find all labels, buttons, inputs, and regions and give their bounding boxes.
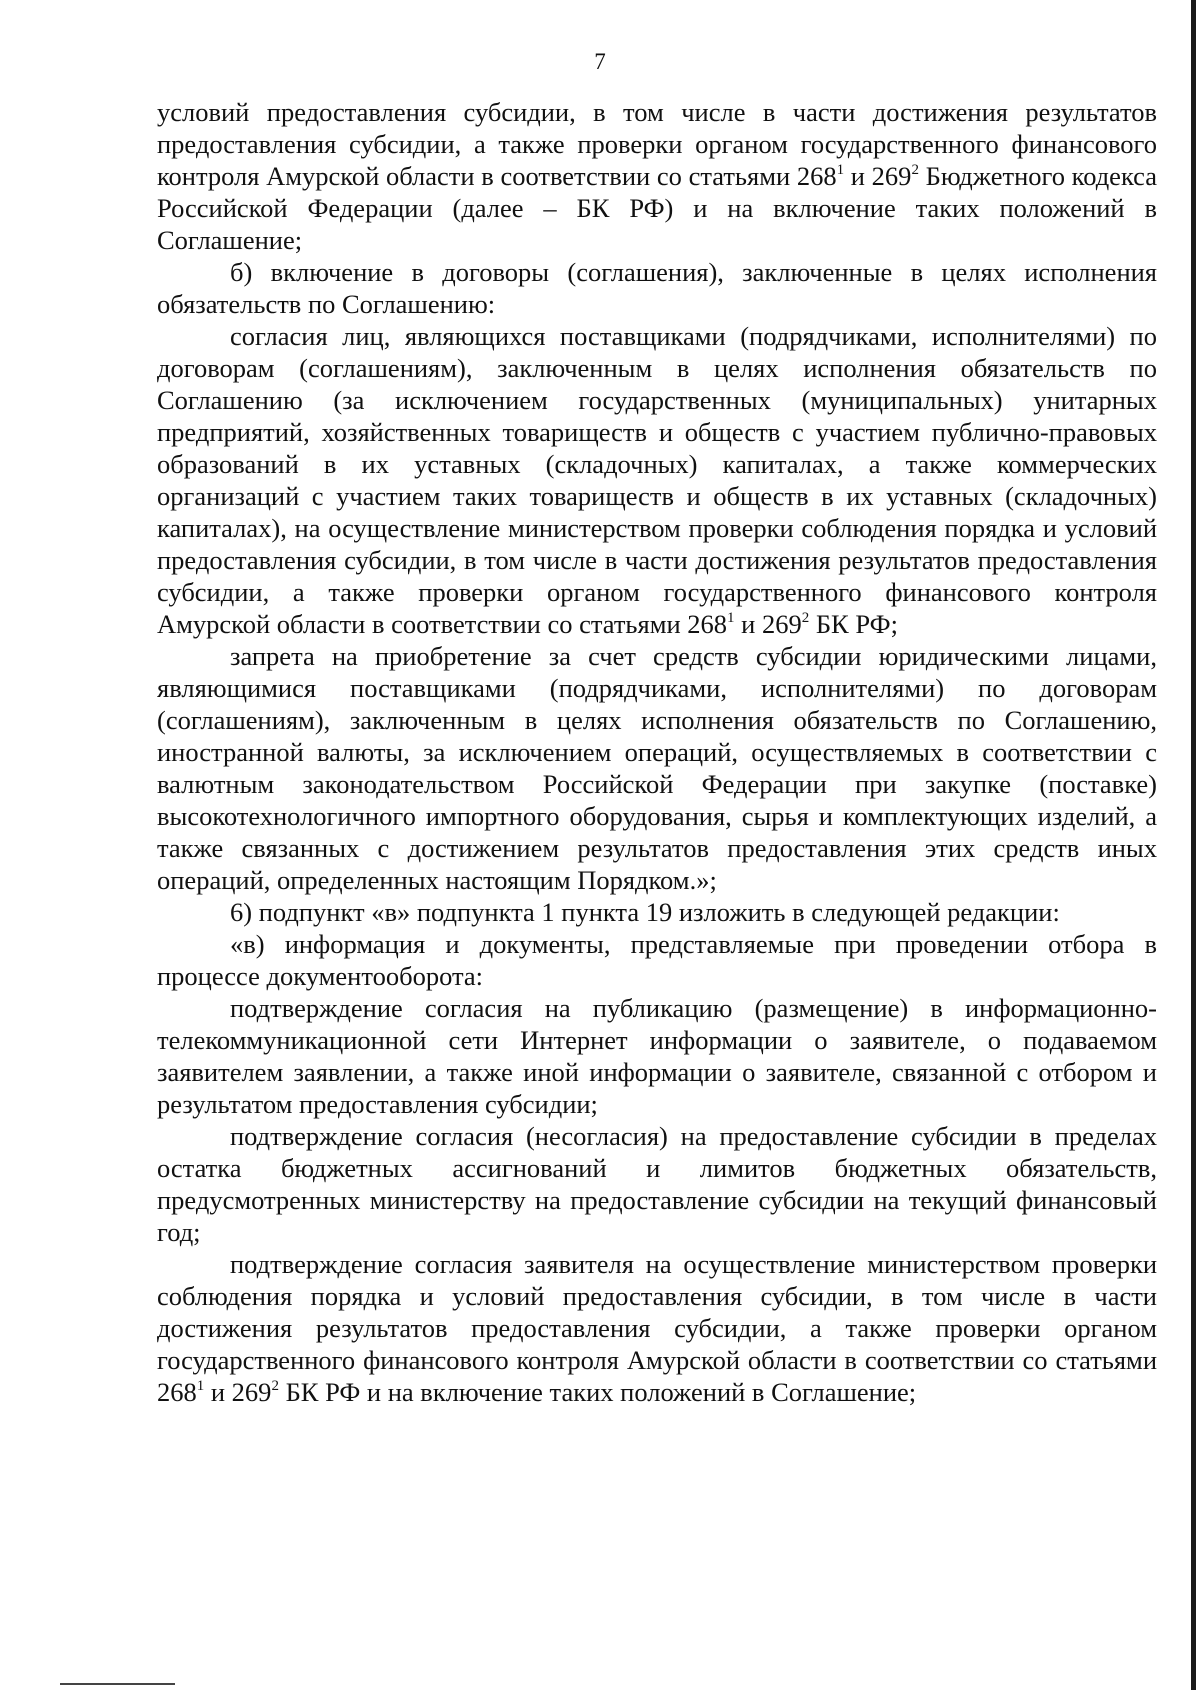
text-run: условий предоставления субсидии, в том числе в части достижения результатов предоставления субсидии, а также проверки органом государственного финансового контроля Амурской области в соответствии со статьями 268 bbox=[157, 97, 1157, 191]
paragraph bbox=[157, 320, 1157, 640]
paragraph bbox=[157, 928, 1157, 992]
text-run: Бюджетного кодекса Российской Федерации (далее – БК РФ) и на включение таких положений в Соглашение; bbox=[157, 161, 1158, 255]
paragraph bbox=[157, 992, 1157, 1120]
text-run: 6) подпункт «в» подпункта 1 пункта 19 изложить в следующей редакции: bbox=[230, 897, 1060, 927]
document-body bbox=[157, 96, 1157, 1408]
paragraph bbox=[157, 896, 1157, 928]
superscript: 2 bbox=[271, 1378, 279, 1394]
paragraph bbox=[157, 256, 1157, 320]
superscript: 2 bbox=[911, 162, 919, 178]
paragraph bbox=[157, 1120, 1157, 1248]
text-run: запрета на приобретение за счет средств субсидии юридическими лицами, являющимися поставщиками (подрядчиками, исполнителями) по договорам (соглашениям), заключенным в целях исполнения обязательств по Соглашению, иностранной валюты, за исключением операций, осуществляемых в соответствии с валютным законодательством Российской Федерации при закупке (поставке) высокотехнологичного импортного оборудования, сырья и комплектующих изделий, а также связанных с достижением результатов предоставления этих средств иных операций, определенных настоящим Порядком.»; bbox=[157, 641, 1157, 895]
scan-edge-bottom bbox=[60, 1683, 175, 1685]
superscript: 1 bbox=[727, 610, 735, 626]
paragraph bbox=[157, 96, 1157, 256]
text-run: и 269 bbox=[734, 609, 802, 639]
text-run: подтверждение согласия на публикацию (размещение) в информационно-телекоммуникационной сети Интернет информации о заявителе, о подаваемом заявителем заявлении, а также иной информации о заявителе, связанной с отбором и результатом предоставления субсидии; bbox=[157, 993, 1157, 1119]
text-run: БК РФ; bbox=[809, 609, 898, 639]
text-run: БК РФ и на включение таких положений в Соглашение; bbox=[278, 1377, 917, 1407]
text-run: и 269 bbox=[204, 1377, 272, 1407]
text-run: подтверждение согласия заявителя на осуществление министерством проверки соблюдения порядка и условий предоставления субсидии, в том числе в части достижения результатов предоставления субсидии, а также проверки органом государственного финансового контроля Амурской области в соответствии со статьями 268 bbox=[157, 1249, 1157, 1407]
text-run: согласия лиц, являющихся поставщиками (подрядчиками, исполнителями) по договорам (соглашениям), заключенным в целях исполнения обязательств по Соглашению (за исключением государственных (муниципальных) унитарных предприятий, хозяйственных товариществ и обществ с участием публично-правовых образований в их уставных (складочных) капиталах, а также коммерческих организаций с участием таких товариществ и обществ в их уставных (складочных) капиталах), на осуществление министерством проверки соблюдения порядка и условий предоставления субсидии, в том числе в части достижения результатов предоставления субсидии, а также проверки органом государственного финансового контроля Амурской области в соответствии со статьями 268 bbox=[157, 321, 1157, 639]
text-run: «в) информация и документы, представляемые при проведении отбора в процессе документооборота: bbox=[157, 929, 1157, 991]
scan-edge-right bbox=[1191, 0, 1196, 1690]
text-run: б) включение в договоры (соглашения), заключенные в целях исполнения обязательств по Соглашению: bbox=[157, 257, 1157, 319]
page-number: 7 bbox=[594, 49, 606, 74]
paragraph bbox=[157, 640, 1157, 896]
superscript: 1 bbox=[836, 162, 845, 178]
paragraph bbox=[157, 1248, 1157, 1408]
superscript: 1 bbox=[196, 1378, 205, 1394]
text-run: подтверждение согласия (несогласия) на предоставление субсидии в пределах остатка бюджетных ассигнований и лимитов бюджетных обязательств, предусмотренных министерству на предоставление субсидии на текущий финансовый год; bbox=[157, 1121, 1157, 1247]
text-run: и 269 bbox=[844, 161, 912, 191]
superscript: 2 bbox=[801, 610, 810, 626]
